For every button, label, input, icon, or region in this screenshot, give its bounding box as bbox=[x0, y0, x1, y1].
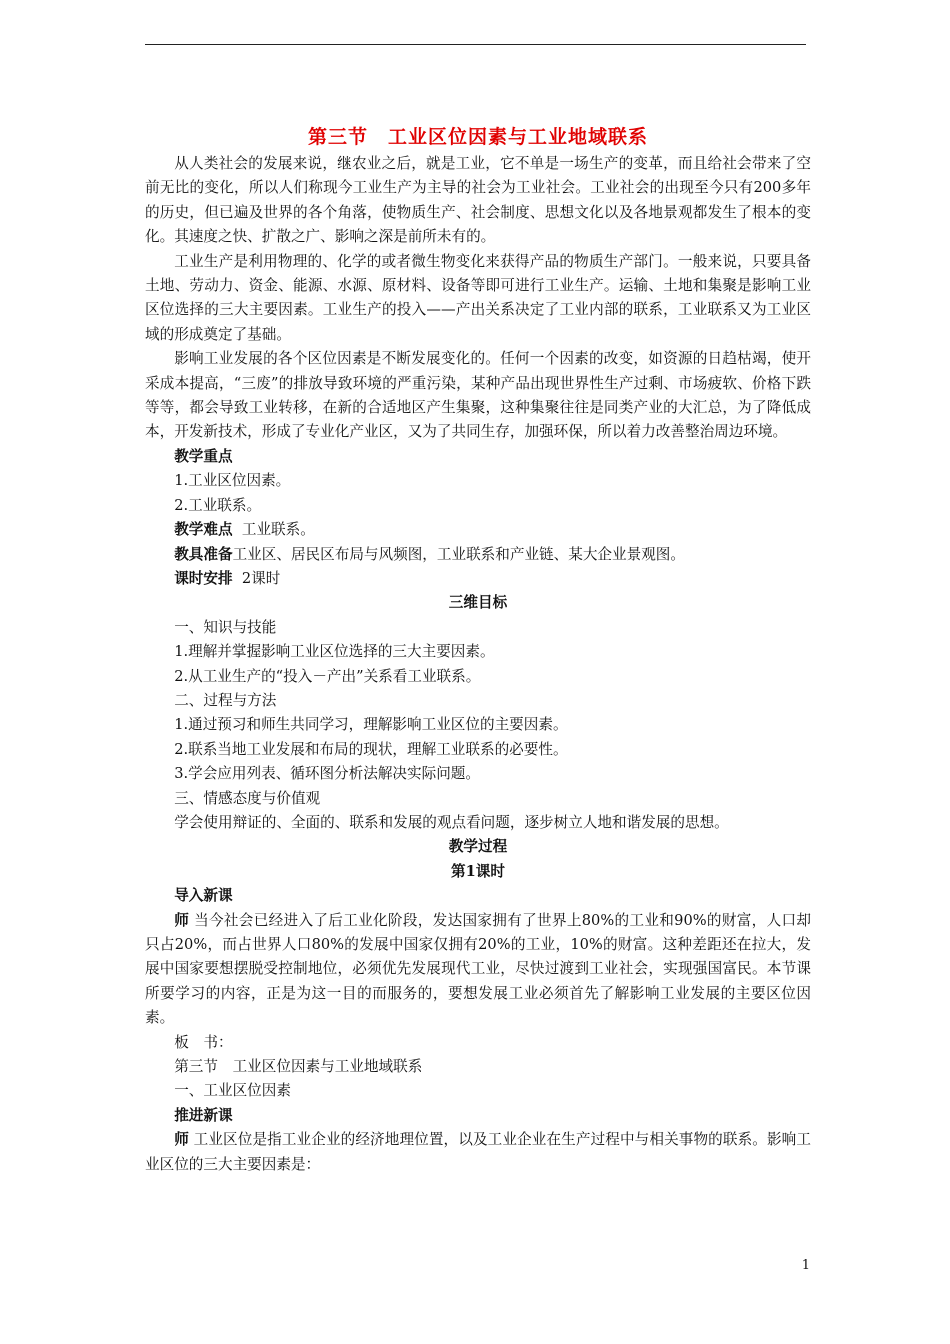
goals-heading: 三维目标 bbox=[448, 594, 508, 612]
new-lesson-dialogue bbox=[145, 1128, 811, 1177]
process-heading: 教学过程 bbox=[448, 838, 508, 856]
new-lesson-text: 工业区位是指工业企业的经济地理位置，以及工业企业在生产过程中与相关事物的联系。影响工业区位的三大主要因素是： bbox=[145, 1131, 811, 1173]
goals-section-2-item-1: 1.通过预习和师生共同学习，理解影响工业区位的主要因素。 bbox=[174, 716, 568, 734]
schedule-label: 课时安排 bbox=[174, 569, 233, 587]
schedule-line bbox=[145, 567, 811, 591]
difficulty-text: 工业联系。 bbox=[241, 521, 315, 539]
difficulty-label: 教学难点 bbox=[174, 521, 233, 539]
goals-section-2: 二、过程与方法 bbox=[174, 691, 277, 709]
teacher-label: 师 bbox=[174, 911, 190, 929]
focus-heading: 教学重点 bbox=[174, 447, 233, 465]
board-title: 第三节 工业区位因素与工业地域联系 bbox=[174, 1058, 423, 1076]
teacher-label-2: 师 bbox=[174, 1131, 189, 1149]
schedule-text: 2课时 bbox=[241, 569, 281, 587]
goals-section-3: 三、情感态度与价值观 bbox=[174, 789, 321, 807]
lesson-heading: 第1课时 bbox=[451, 862, 505, 880]
header-rule bbox=[145, 44, 806, 45]
intro-label: 导入新课 bbox=[174, 887, 233, 905]
section-title: 第三节 工业区位因素与工业地域联系 bbox=[307, 126, 648, 148]
intro-paragraph-1: 从人类社会的发展来说，继农业之后，就是工业，它不单是一场生产的变革，而且给社会带来了空前无比的变化，所以人们称现今工业生产为主导的社会为工业社会。工业社会的出现至今只有200多年的历史，但已遍及世界的各个角落，使物质生产、社会制度、思想文化以及各地景观都发生了根本的变化。其速度之快、扩散之广、影响之深是前所未有的。 bbox=[145, 155, 811, 246]
tools-line bbox=[145, 543, 811, 567]
intro-paragraph-2: 工业生产是利用物理的、化学的或者微生物变化来获得产品的物质生产部门。一般来说，只要具备土地、劳动力、资金、能源、水源、原材料、设备等即可进行工业生产。运输、土地和集聚是影响工业区位选择的三大主要因素。工业生产的投入——产出关系决定了工业内部的联系，工业联系又为工业区域的形成奠定了基础。 bbox=[145, 252, 811, 343]
document-body bbox=[145, 122, 811, 1177]
tools-text: 工业区、居民区布局与风频图，工业联系和产业链、某大企业景观图。 bbox=[232, 545, 685, 563]
focus-item-1: 1.工业区位因素。 bbox=[174, 472, 291, 490]
goals-section-1-item-1: 1.理解并掌握影响工业区位选择的三大主要因素。 bbox=[174, 643, 495, 661]
intro-dialogue bbox=[145, 909, 811, 1031]
intro-dialogue-text: 当今社会已经进入了后工业化阶段，发达国家拥有了世界上80%的工业和90%的财富，人口却只占20%，而占世界人口80%的发展中国家仅拥有20%的工业，10%的财富。这种差距还在拉大，发展中国家要想摆脱受控制地位，必须优先发展现代工业，尽快过渡到工业社会，实现强国富民。本节课所要学习的内容，正是为这一目的而服务的，要想发展工业必须首先了解影响工业发展的主要区位因素。 bbox=[145, 911, 811, 1027]
intro-paragraph-3: 影响工业发展的各个区位因素是不断发展变化的。任何一个因素的改变，如资源的日趋枯竭，使开采成本提高，“三废”的排放导致环境的严重污染，某种产品出现世界性生产过剩、市场疲软、价格下跌等等，都会导致工业转移，在新的合适地区产生集聚，这种集聚往往是同类产业的大汇总，为了降低成本，开发新技术，形成了专业化产业区，又为了共同生存，加强环保，所以着力改善整治周边环境。 bbox=[145, 350, 811, 441]
board-section: 一、工业区位因素 bbox=[174, 1082, 291, 1100]
goals-section-3-text: 学会使用辩证的、全面的、联系和发展的观点看问题，逐步树立人地和谐发展的思想。 bbox=[174, 813, 729, 831]
page-number: 1 bbox=[801, 1258, 810, 1273]
goals-section-1: 一、知识与技能 bbox=[174, 618, 277, 636]
goals-section-1-item-2: 2.从工业生产的“投入－产出”关系看工业联系。 bbox=[174, 667, 481, 685]
board-label: 板 书： bbox=[174, 1033, 233, 1051]
goals-section-2-item-3: 3.学会应用列表、循环图分析法解决实际问题。 bbox=[174, 765, 480, 783]
tools-label: 教具准备 bbox=[174, 545, 233, 563]
focus-item-2: 2.工业联系。 bbox=[174, 496, 262, 514]
difficulty-line bbox=[145, 518, 811, 542]
new-lesson-label: 推进新课 bbox=[174, 1106, 233, 1124]
goals-section-2-item-2: 2.联系当地工业发展和布局的现状，理解工业联系的必要性。 bbox=[174, 740, 568, 758]
